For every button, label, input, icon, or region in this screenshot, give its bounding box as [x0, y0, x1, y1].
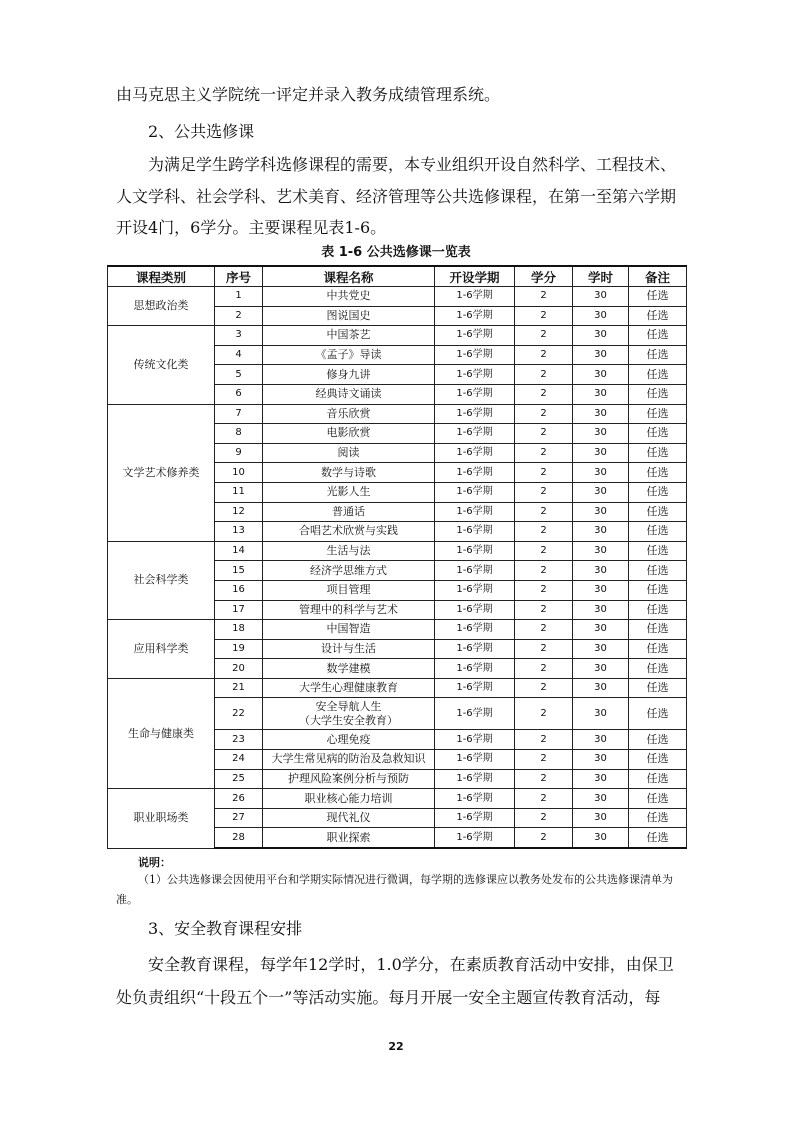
number-cell: 7	[215, 404, 263, 424]
table-row	[108, 789, 687, 809]
number-cell: 5	[215, 365, 263, 385]
note-cell: 任选	[629, 404, 687, 424]
credit-cell: 2	[515, 678, 573, 698]
table-header-row	[108, 266, 687, 287]
note-cell: 任选	[629, 678, 687, 698]
number-cell: 15	[215, 561, 263, 581]
term-cell: 1-6学期	[435, 424, 515, 444]
term-cell: 1-6学期	[435, 541, 515, 561]
course-table	[107, 265, 687, 849]
term-cell: 1-6学期	[435, 808, 515, 828]
number-cell: 21	[215, 678, 263, 698]
section3-para-line2: 处负责组织“十段五个一”等活动实施。每月开展一安全主题宣传教育活动，每	[116, 988, 661, 1007]
note-cell: 任选	[629, 769, 687, 789]
course-name-cell: 项目管理	[263, 580, 435, 600]
credit-cell: 2	[515, 541, 573, 561]
credit-cell: 2	[515, 287, 573, 307]
course-name-cell: 生活与法	[263, 541, 435, 561]
section3-heading: 3、安全教育课程安排	[148, 919, 303, 938]
category-cell: 传统文化类	[108, 326, 215, 404]
course-name-cell: 光影人生	[263, 482, 435, 502]
header-credit: 学分	[515, 266, 573, 287]
hours-cell: 30	[573, 659, 629, 679]
number-cell: 4	[215, 345, 263, 365]
note-cell: 任选	[629, 326, 687, 346]
note-title: 说明：	[138, 856, 171, 869]
number-cell: 16	[215, 580, 263, 600]
credit-cell: 2	[515, 620, 573, 640]
note-cell: 任选	[629, 698, 687, 730]
number-cell: 17	[215, 600, 263, 620]
credit-cell: 2	[515, 384, 573, 404]
table-row	[108, 404, 687, 424]
course-name-cell: 经典诗文诵读	[263, 384, 435, 404]
course-name-cell: 《孟子》导读	[263, 345, 435, 365]
note-cell: 任选	[629, 522, 687, 542]
term-cell: 1-6学期	[435, 306, 515, 326]
hours-cell: 30	[573, 384, 629, 404]
course-name-cell: 修身九讲	[263, 365, 435, 385]
credit-cell: 2	[515, 730, 573, 750]
note-cell: 任选	[629, 730, 687, 750]
term-cell: 1-6学期	[435, 789, 515, 809]
course-name-cell: 管理中的科学与艺术	[263, 600, 435, 620]
course-name-cell: 职业核心能力培训	[263, 789, 435, 809]
hours-cell: 30	[573, 750, 629, 770]
number-cell: 19	[215, 639, 263, 659]
term-cell: 1-6学期	[435, 384, 515, 404]
note-cell: 任选	[629, 750, 687, 770]
term-cell: 1-6学期	[435, 620, 515, 640]
header-hours: 学时	[573, 266, 629, 287]
note-cell: 任选	[629, 561, 687, 581]
hours-cell: 30	[573, 424, 629, 444]
credit-cell: 2	[515, 522, 573, 542]
term-cell: 1-6学期	[435, 502, 515, 522]
credit-cell: 2	[515, 443, 573, 463]
note-cell: 任选	[629, 620, 687, 640]
credit-cell: 2	[515, 482, 573, 502]
note-cell: 任选	[629, 365, 687, 385]
hours-cell: 30	[573, 620, 629, 640]
credit-cell: 2	[515, 769, 573, 789]
term-cell: 1-6学期	[435, 600, 515, 620]
number-cell: 25	[215, 769, 263, 789]
course-name-cell: 阅读	[263, 443, 435, 463]
course-name-cell: 图说国史	[263, 306, 435, 326]
table-row	[108, 326, 687, 346]
course-name-cell: 电影欣赏	[263, 424, 435, 444]
course-name-cell: 大学生常见病的防治及急救知识	[263, 750, 435, 770]
number-cell: 10	[215, 463, 263, 483]
hours-cell: 30	[573, 345, 629, 365]
term-cell: 1-6学期	[435, 750, 515, 770]
note-cell: 任选	[629, 384, 687, 404]
term-cell: 1-6学期	[435, 769, 515, 789]
hours-cell: 30	[573, 463, 629, 483]
table-row	[108, 678, 687, 698]
hours-cell: 30	[573, 678, 629, 698]
hours-cell: 30	[573, 365, 629, 385]
hours-cell: 30	[573, 561, 629, 581]
credit-cell: 2	[515, 600, 573, 620]
credit-cell: 2	[515, 828, 573, 848]
term-cell: 1-6学期	[435, 522, 515, 542]
hours-cell: 30	[573, 639, 629, 659]
number-cell: 2	[215, 306, 263, 326]
table-row	[108, 287, 687, 307]
course-name-cell: 职业探索	[263, 828, 435, 848]
number-cell: 26	[215, 789, 263, 809]
credit-cell: 2	[515, 424, 573, 444]
note-cell: 任选	[629, 306, 687, 326]
note-cell: 任选	[629, 828, 687, 848]
hours-cell: 30	[573, 828, 629, 848]
term-cell: 1-6学期	[435, 828, 515, 848]
header-term: 开设学期	[435, 266, 515, 287]
term-cell: 1-6学期	[435, 365, 515, 385]
credit-cell: 2	[515, 345, 573, 365]
course-name-cell: 音乐欣赏	[263, 404, 435, 424]
number-cell: 20	[215, 659, 263, 679]
hours-cell: 30	[573, 482, 629, 502]
hours-cell: 30	[573, 698, 629, 730]
credit-cell: 2	[515, 639, 573, 659]
number-cell: 27	[215, 808, 263, 828]
term-cell: 1-6学期	[435, 639, 515, 659]
term-cell: 1-6学期	[435, 698, 515, 730]
number-cell: 8	[215, 424, 263, 444]
note-cell: 任选	[629, 345, 687, 365]
hours-cell: 30	[573, 443, 629, 463]
note-cell: 任选	[629, 639, 687, 659]
number-cell: 24	[215, 750, 263, 770]
note-cell: 任选	[629, 541, 687, 561]
term-cell: 1-6学期	[435, 659, 515, 679]
course-name-subline: （大学生安全教育）	[299, 713, 398, 727]
credit-cell: 2	[515, 365, 573, 385]
number-cell: 9	[215, 443, 263, 463]
term-cell: 1-6学期	[435, 287, 515, 307]
term-cell: 1-6学期	[435, 482, 515, 502]
note-cell: 任选	[629, 287, 687, 307]
number-cell: 6	[215, 384, 263, 404]
section2-para-line3: 开设4门，6学分。主要课程见表1-6。	[116, 218, 387, 237]
note-cell: 任选	[629, 659, 687, 679]
term-cell: 1-6学期	[435, 730, 515, 750]
hours-cell: 30	[573, 326, 629, 346]
header-note: 备注	[629, 266, 687, 287]
table-row	[108, 541, 687, 561]
number-cell: 23	[215, 730, 263, 750]
course-name-cell: 中国茶艺	[263, 326, 435, 346]
hours-cell: 30	[573, 522, 629, 542]
note-cell: 任选	[629, 808, 687, 828]
note-text: （1）公共选修课会因使用平台和学期实际情况进行微调，每学期的选修课应以教务处发布的公共选修课清单为准。	[116, 873, 673, 906]
table-row	[108, 620, 687, 640]
page-number: 22	[388, 1040, 404, 1053]
course-name-cell: 中共党史	[263, 287, 435, 307]
hours-cell: 30	[573, 580, 629, 600]
category-cell: 文学艺术修养类	[108, 404, 215, 541]
course-name-cell: 大学生心理健康教育	[263, 678, 435, 698]
intro-line: 由马克思主义学院统一评定并录入教务成绩管理系统。	[116, 85, 501, 104]
hours-cell: 30	[573, 306, 629, 326]
credit-cell: 2	[515, 698, 573, 730]
header-number: 序号	[215, 266, 263, 287]
course-name-cell: 心理免疫	[263, 730, 435, 750]
term-cell: 1-6学期	[435, 580, 515, 600]
number-cell: 3	[215, 326, 263, 346]
header-course-name: 课程名称	[263, 266, 435, 287]
credit-cell: 2	[515, 808, 573, 828]
header-category: 课程类别	[108, 266, 215, 287]
category-cell: 思想政治类	[108, 287, 215, 326]
category-cell: 应用科学类	[108, 620, 215, 679]
term-cell: 1-6学期	[435, 561, 515, 581]
course-name-cell	[263, 698, 435, 730]
number-cell: 14	[215, 541, 263, 561]
course-name-cell: 现代礼仪	[263, 808, 435, 828]
number-cell: 18	[215, 620, 263, 640]
note-cell: 任选	[629, 463, 687, 483]
section2-para-line2: 人文学科、社会学科、艺术美育、经济管理等公共选修课程，在第一至第六学期	[116, 187, 677, 206]
hours-cell: 30	[573, 287, 629, 307]
number-cell: 13	[215, 522, 263, 542]
note-cell: 任选	[629, 789, 687, 809]
credit-cell: 2	[515, 326, 573, 346]
credit-cell: 2	[515, 306, 573, 326]
hours-cell: 30	[573, 600, 629, 620]
note-cell: 任选	[629, 424, 687, 444]
credit-cell: 2	[515, 750, 573, 770]
number-cell: 22	[215, 698, 263, 730]
term-cell: 1-6学期	[435, 404, 515, 424]
course-table-body	[108, 287, 687, 849]
category-cell: 生命与健康类	[108, 678, 215, 788]
hours-cell: 30	[573, 789, 629, 809]
credit-cell: 2	[515, 789, 573, 809]
credit-cell: 2	[515, 659, 573, 679]
note-cell: 任选	[629, 600, 687, 620]
section3-para-line1: 安全教育课程，每学年12学时，1.0学分，在素质教育活动中安排，由保卫	[148, 955, 674, 974]
course-name-line: 安全导航人生	[315, 699, 382, 713]
hours-cell: 30	[573, 769, 629, 789]
number-cell: 12	[215, 502, 263, 522]
course-name-cell: 护理风险案例分析与预防	[263, 769, 435, 789]
category-cell: 职业职场类	[108, 789, 215, 848]
hours-cell: 30	[573, 808, 629, 828]
course-name-cell: 设计与生活	[263, 639, 435, 659]
term-cell: 1-6学期	[435, 443, 515, 463]
term-cell: 1-6学期	[435, 345, 515, 365]
course-name-cell: 合唱艺术欣赏与实践	[263, 522, 435, 542]
course-name-cell: 数学建模	[263, 659, 435, 679]
note-cell: 任选	[629, 443, 687, 463]
note-cell: 任选	[629, 580, 687, 600]
credit-cell: 2	[515, 580, 573, 600]
note-cell: 任选	[629, 482, 687, 502]
course-name-cell: 中国智造	[263, 620, 435, 640]
term-cell: 1-6学期	[435, 678, 515, 698]
category-cell: 社会科学类	[108, 541, 215, 619]
course-name-cell: 经济学思维方式	[263, 561, 435, 581]
table-title: 表 1-6 公共选修课一览表	[321, 245, 471, 260]
hours-cell: 30	[573, 502, 629, 522]
number-cell: 11	[215, 482, 263, 502]
section2-para-line1: 为满足学生跨学科选修课程的需要，本专业组织开设自然科学、工程技术、	[148, 155, 677, 174]
term-cell: 1-6学期	[435, 463, 515, 483]
section2-heading: 2、公共选修课	[148, 122, 255, 141]
hours-cell: 30	[573, 730, 629, 750]
course-name-cell: 普通话	[263, 502, 435, 522]
credit-cell: 2	[515, 561, 573, 581]
number-cell: 28	[215, 828, 263, 848]
hours-cell: 30	[573, 541, 629, 561]
credit-cell: 2	[515, 502, 573, 522]
hours-cell: 30	[573, 404, 629, 424]
course-name-cell: 数学与诗歌	[263, 463, 435, 483]
number-cell: 1	[215, 287, 263, 307]
term-cell: 1-6学期	[435, 326, 515, 346]
credit-cell: 2	[515, 463, 573, 483]
note-cell: 任选	[629, 502, 687, 522]
credit-cell: 2	[515, 404, 573, 424]
